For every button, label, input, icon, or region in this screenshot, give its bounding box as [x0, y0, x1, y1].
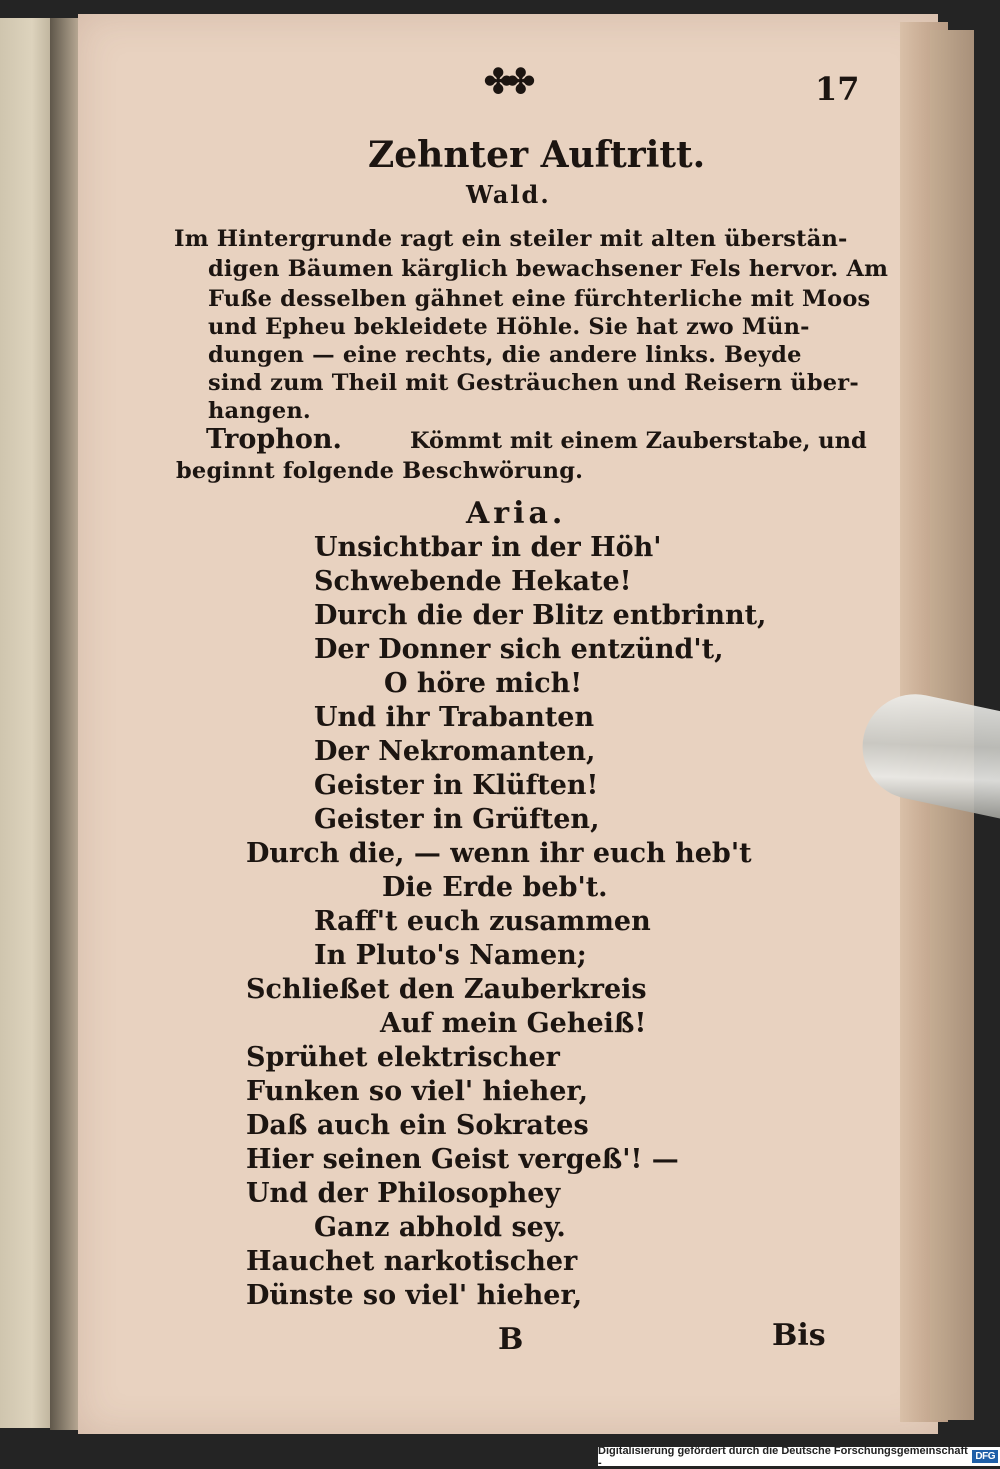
- verse-line: Geister in Klüften!: [314, 770, 599, 801]
- verse-line: Durch die, — wenn ihr euch heb't: [246, 838, 752, 869]
- speaker-direction-continued: beginnt folgende Beschwörung.: [176, 458, 584, 484]
- speaker-direction: Kömmt mit einem Zauberstabe, und: [410, 428, 867, 454]
- verse-line: Ganz abhold sey.: [314, 1212, 566, 1243]
- verse-line: Schwebende Hekate!: [314, 566, 632, 597]
- verse-line: Schließet den Zauberkreis: [246, 974, 647, 1005]
- verse-line: Raff't euch zusammen: [314, 906, 651, 937]
- footer-credit: Digitalisierung gefördert durch die Deutsche Forschungsgemeinschaft -: [598, 1444, 968, 1469]
- verse-line: Hauchet narkotischer: [246, 1246, 578, 1277]
- verse-line: Auf mein Geheiß!: [380, 1008, 647, 1039]
- verse-line: In Pluto's Namen;: [314, 940, 587, 971]
- stage-direction-line: Im Hintergrunde ragt ein steiler mit alten überstän-: [174, 226, 848, 252]
- verse-line: Und der Philosophey: [246, 1178, 561, 1209]
- ornament: ✤✤: [484, 62, 529, 102]
- speaker-name: Trophon.: [206, 424, 342, 455]
- verse-line: Der Donner sich entzünd't,: [314, 634, 724, 665]
- stage-direction-line: hangen.: [208, 398, 311, 424]
- catchword: Bis: [772, 1318, 826, 1353]
- verse-line: Die Erde beb't.: [382, 872, 608, 903]
- aria-heading: Aria.: [466, 496, 567, 531]
- stage-direction-line: und Epheu bekleidete Höhle. Sie hat zwo Mün-: [208, 314, 810, 340]
- scene-title: Zehnter Auftritt.: [368, 134, 706, 176]
- scene-location: Wald.: [466, 180, 551, 209]
- verse-line: Durch die der Blitz entbrinnt,: [314, 600, 767, 631]
- digitization-footer: [598, 1444, 1000, 1469]
- page-number: 17: [815, 70, 860, 108]
- stage-direction-line: dungen — eine rechts, die andere links. Beyde: [208, 342, 802, 368]
- verse-line: Daß auch ein Sokrates: [246, 1110, 589, 1141]
- signature-mark: B: [498, 1322, 524, 1357]
- verse-line: Hier seinen Geist vergeß'! —: [246, 1144, 679, 1175]
- verse-line: Dünste so viel' hieher,: [246, 1280, 583, 1311]
- stage-direction-line: sind zum Theil mit Gesträuchen und Reisern über-: [208, 370, 859, 396]
- verse-line: Unsichtbar in der Höh': [314, 532, 662, 563]
- verse-line: O höre mich!: [384, 668, 583, 699]
- stage-direction-line: digen Bäumen kärglich bewachsener Fels hervor. Am: [208, 256, 889, 282]
- stage-direction-line: Fuße desselben gähnet eine fürchterliche mit Moos: [208, 286, 871, 312]
- dfg-logo: DFG: [972, 1450, 998, 1463]
- verse-line: Geister in Grüften,: [314, 804, 600, 835]
- verse-line: Funken so viel' hieher,: [246, 1076, 589, 1107]
- verse-line: Der Nekromanten,: [314, 736, 596, 767]
- verse-line: Und ihr Trabanten: [314, 702, 595, 733]
- verse-line: Sprühet elektrischer: [246, 1042, 560, 1073]
